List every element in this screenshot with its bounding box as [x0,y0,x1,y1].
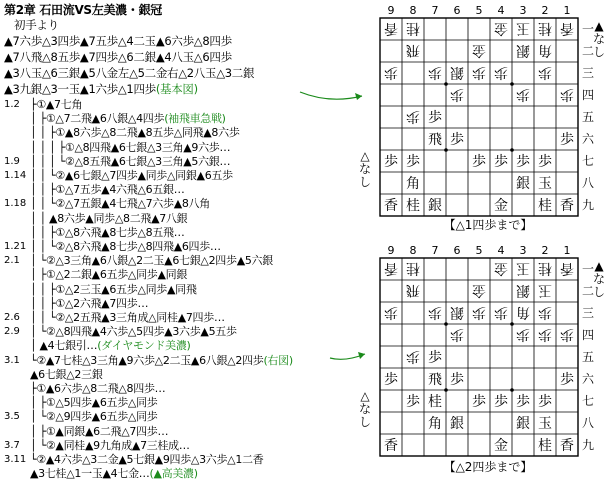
sente-piece: 玉 [538,176,552,192]
variation-line [30,338,191,354]
sente-piece: 角 [406,176,420,192]
file-label: 9 [387,4,395,17]
gote-piece: 玉 [516,260,530,276]
gote-piece: 歩 [450,326,464,342]
opening-label: 初手より [14,18,59,32]
variation-moves: │ ▲4七銀引… [30,339,98,352]
variation-moves: ├①▲6六歩△8二飛△8四歩… [30,382,166,395]
gote-piece: 歩 [560,326,574,342]
variation-line [30,267,187,283]
gote-piece: 金 [494,20,508,36]
gote-piece: 金 [472,42,486,58]
variation-tag: (ダイヤモンド美濃) [97,339,191,352]
file-label: 1 [563,244,571,257]
gote-piece: 歩 [406,348,420,364]
variation-moves: │ │ └②△2五飛▲3三角成△同桂▲7四歩… [30,311,225,324]
shogi-board-2 [378,242,598,460]
gote-piece: 歩 [494,304,508,320]
variation-moves: │ │ │ ├①△8四飛▲6七銀△3三角▲9六歩… [30,141,231,154]
variation-moves: │ └②▲同桂▲9九角成▲7三桂成… [30,439,190,452]
sente-piece: 歩 [384,372,398,388]
gote-piece: 銀 [516,42,530,58]
variation-page-ref: 1.21 [4,241,27,252]
gote-piece: 角 [538,42,552,58]
rank-label: 五 [581,110,595,124]
variation-tag: (▲高美濃) [149,467,198,480]
gote-piece: 飛 [406,42,420,58]
board1-grid [378,2,598,220]
gote-piece: 歩 [538,326,552,342]
chapter-title: 石田流VS左美濃・銀冠 [39,3,162,17]
rank-label: 四 [581,88,595,102]
file-label: 2 [541,244,549,257]
gote-piece: 玉 [516,20,530,36]
variation-page-ref: 3.11 [4,454,27,465]
gote-piece: 歩 [450,86,464,102]
variation-moves: │ ├①▲同銀▲6二飛△7四歩… [30,425,169,438]
gote-piece: 歩 [538,64,552,80]
gote-piece: 歩 [384,64,398,80]
sente-piece: 金 [494,438,508,454]
sente-piece: 歩 [450,132,464,148]
variation-moves: │ │ └②△7五銀▲4七飛△7六歩▲8八角 [30,197,210,210]
sente-piece: 歩 [384,154,398,170]
gote-piece: 香 [560,20,574,36]
gote-piece: 歩 [516,326,530,342]
variation-page-ref: 1.14 [4,170,27,181]
variation-moves: └②▲4六歩△3二金▲5七銀▲9四歩△3六歩△1二香 [30,453,264,466]
sente-piece: 歩 [538,394,552,410]
gote-piece: 金 [494,260,508,276]
variation-page-ref: 1.18 [4,198,27,209]
chapter-number: 第2章 [4,3,36,17]
sente-piece: 桂 [428,394,442,410]
variation-page-ref: 2.1 [4,255,20,266]
sente-piece: 銀 [428,198,442,214]
board2-grid [378,242,598,460]
file-label: 4 [497,4,505,17]
variation-line [30,409,157,425]
file-label: 3 [519,4,527,17]
variation-moves: │ └②△3三角▲6八銀△2二玉▲6七銀△2四歩▲5六銀 [30,254,273,267]
rank-label: 八 [581,416,595,430]
gote-piece: 歩 [406,108,420,124]
sente-piece: 飛 [428,132,442,148]
file-label: 6 [453,4,461,17]
file-label: 8 [409,4,417,17]
gote-piece: 香 [384,20,398,36]
file-label: 7 [431,244,439,257]
chapter-heading [4,2,162,18]
rank-label: 六 [581,372,595,386]
gote-piece: 香 [384,260,398,276]
gote-piece: 桂 [406,260,420,276]
variation-moves: │ │ ▲8六歩▲同歩△8二飛▲7八銀 [30,212,188,225]
sente-piece: 歩 [406,394,420,410]
gote-piece: 歩 [516,86,530,102]
sente-piece: 歩 [560,132,574,148]
sente-piece: 歩 [472,394,486,410]
rank-label: 一 [581,22,595,36]
variation-moves: │ │ └②▲6七銀△7四歩▲同歩△同銀▲6五歩 [30,169,233,182]
star-point [510,148,514,152]
rank-label: 二 [581,44,595,58]
variation-page-ref: 2.9 [4,326,20,337]
sente-piece: 香 [560,438,574,454]
board2-gote-hand: ▲なし [592,259,605,299]
rank-label: 五 [581,350,595,364]
base-diagram-tag: (基本図) [155,82,198,96]
board1-caption: 【△1四歩まで】 [443,218,533,232]
sente-piece: 歩 [472,154,486,170]
sente-piece: 金 [494,198,508,214]
rank-label: 八 [581,176,595,190]
file-label: 5 [475,244,483,257]
variation-page-ref: 3.5 [4,411,20,422]
rank-label: 三 [581,66,595,80]
sente-piece: 玉 [538,416,552,432]
variation-moves: │ │ ├①△2三玉▲6五歩△同歩▲同飛 [30,283,197,296]
gote-piece: 玉 [538,282,552,298]
board2-caption: 【△2四歩まで】 [443,460,533,474]
variation-moves: │ │ └②△8六飛▲8七歩△8四飛▲6四歩… [30,240,221,253]
board1-gote-hand: ▲なし [592,19,605,59]
gote-piece: 歩 [428,64,442,80]
sente-piece: 銀 [450,416,464,432]
sente-piece: 桂 [538,198,552,214]
star-point [444,388,448,392]
rank-label: 四 [581,328,595,342]
rank-label: 七 [581,154,595,168]
sente-piece: 歩 [516,394,530,410]
variation-moves: │ │ ├①△8六飛▲8七歩△8五飛… [30,226,185,239]
star-point [444,322,448,326]
gote-piece: 歩 [472,304,486,320]
opening-line-1: ▲7六歩△3四歩▲7五歩△4二玉▲6六歩△8四歩 [4,34,232,48]
variation-moves: │ ├①△7二飛▲6八銀△4四歩 [30,112,165,125]
variation-page-ref: 1.2 [4,99,20,110]
gote-piece: 香 [560,260,574,276]
opening-line-3: ▲3八玉△6三銀▲5八金左△5二金右△2八玉△3二銀 [4,66,255,80]
sente-piece: 桂 [406,198,420,214]
variation-page-ref: 3.7 [4,440,20,451]
file-label: 5 [475,4,483,17]
variation-page-ref: 1.9 [4,156,20,167]
variation-tag: (右図) [263,354,293,367]
opening-line-2: ▲7八飛△8五歩▲7四歩△6二銀▲4八玉△6四歩 [4,50,232,64]
file-label: 9 [387,244,395,257]
file-label: 4 [497,244,505,257]
file-label: 2 [541,4,549,17]
sente-piece: 香 [384,438,398,454]
star-point [510,322,514,326]
variation-page-ref: 2.6 [4,312,20,323]
rank-label: 九 [581,198,595,212]
gote-piece: 銀 [450,304,464,320]
sente-piece: 歩 [428,110,442,126]
gote-piece: 角 [516,304,530,320]
sente-piece: 歩 [560,372,574,388]
opening-line-4-moves: ▲3九銀△3一玉▲1六歩△1四歩 [4,82,156,96]
variation-moves: │ └②△8四飛▲4六歩△5四歩▲3六歩▲5五歩 [30,325,237,338]
sente-piece: 歩 [516,154,530,170]
sente-piece: 角 [428,416,442,432]
gote-piece: 歩 [494,64,508,80]
gote-piece: 桂 [538,20,552,36]
variation-moves: │ │ ├①▲8六歩△8二飛▲8五歩△同飛▲8六歩 [30,126,240,139]
board2-sente-hand: △なし [358,389,371,429]
file-label: 6 [453,244,461,257]
variation-moves: ▲6七銀△2三銀 [30,368,103,381]
gote-piece: 桂 [538,260,552,276]
sente-piece: 香 [384,198,398,214]
variation-moves: ▲3七桂△1一玉▲4七金… [30,467,150,480]
rank-label: 三 [581,306,595,320]
gote-piece: 歩 [428,304,442,320]
file-label: 1 [563,4,571,17]
variation-tag: (袖飛車急戦) [164,112,226,125]
opening-line-4 [4,81,198,97]
rank-label: 九 [581,438,595,452]
variation-line [30,125,240,141]
variation-moves: │ ├①△5四歩▲6五歩△同歩 [30,396,158,409]
variation-moves: │ │ │ └②△8五飛▲6七銀△3三角▲5六銀… [30,155,231,168]
rank-label: 二 [581,284,595,298]
rank-label: 六 [581,132,595,146]
variation-moves: │ │ ├①△2六飛▲7四歩… [30,297,149,310]
star-point [510,388,514,392]
variation-line [30,196,210,212]
sente-piece: 銀 [516,416,530,432]
file-label: 3 [519,244,527,257]
board1-sente-hand: △なし [358,149,371,189]
sente-piece: 歩 [494,154,508,170]
star-point [444,82,448,86]
gote-piece: 金 [472,282,486,298]
file-label: 8 [409,244,417,257]
star-point [444,148,448,152]
gote-piece: 歩 [560,86,574,102]
gote-piece: 歩 [472,64,486,80]
gote-piece: 歩 [384,304,398,320]
gote-piece: 桂 [406,20,420,36]
sente-piece: 香 [560,198,574,214]
shogi-board-1 [378,2,598,220]
rank-label: 一 [581,262,595,276]
variation-moves: └②▲7七桂△3三角▲9六歩△2二玉▲6八銀△2四歩 [30,354,264,367]
variation-page-ref: 3.1 [4,355,20,366]
variation-moves: │ │ ├①△7五歩▲4六飛△6五銀… [30,183,185,196]
sente-piece: 桂 [538,438,552,454]
star-point [510,82,514,86]
sente-piece: 歩 [494,394,508,410]
gote-piece: 銀 [516,282,530,298]
variation-moves: │ ├①△2二銀▲6五歩△同歩▲同銀 [30,268,188,281]
gote-piece: 歩 [538,304,552,320]
variation-moves: ├①▲7七角 [30,98,83,111]
rank-label: 七 [581,394,595,408]
gote-piece: 飛 [406,282,420,298]
variation-moves: │ └②△9四歩▲6五歩△同歩 [30,410,158,423]
sente-piece: 歩 [450,372,464,388]
variation-line [30,466,198,482]
sente-piece: 歩 [538,154,552,170]
sente-piece: 歩 [428,350,442,366]
file-label: 7 [431,4,439,17]
sente-piece: 歩 [406,154,420,170]
sente-piece: 銀 [516,176,530,192]
sente-piece: 飛 [428,372,442,388]
gote-piece: 銀 [450,64,464,80]
